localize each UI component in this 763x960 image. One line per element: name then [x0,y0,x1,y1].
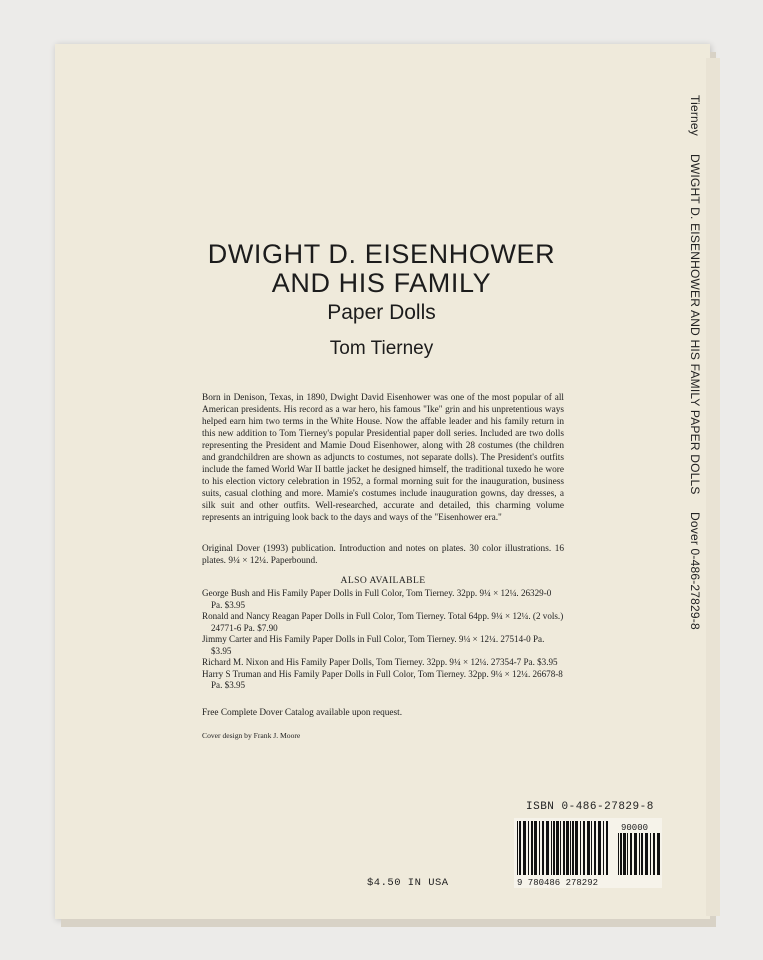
barcode-bar [657,833,660,875]
barcode-bar [587,821,590,875]
barcode-bar [517,821,518,875]
barcode-bar [575,821,578,875]
also-available-list [202,588,564,692]
barcode-bar [583,821,585,875]
isbn-label: ISBN 0-486-27829-8 [526,801,654,813]
barcode-bar [623,833,626,875]
barcode-bar [594,821,596,875]
barcode [514,818,662,888]
title-block [0,240,763,360]
barcode-bars-addon [618,833,660,875]
cover-credit: Cover design by Frank J. Moore [202,731,301,740]
list-item: George Bush and His Family Paper Dolls in Full Color, Tom Tierney. 32pp. 9¼ × 12¼. 26329-0 Pa. $3.95 [202,588,552,610]
barcode-bar [641,833,643,875]
barcode-bar [560,821,561,875]
barcode-bar [553,821,555,875]
barcode-bar [618,833,619,875]
book-spine [706,58,720,916]
barcode-bar [528,821,529,875]
barcode-bar [546,821,549,875]
barcode-bar [551,821,552,875]
barcode-bar [566,821,569,875]
barcode-bar [563,821,565,875]
barcode-bar [639,833,640,875]
author-name: Tom Tierney [329,338,434,359]
spine-publisher-isbn: Dover 0-486-27829-8 [688,511,702,630]
spine-author: Tierney [688,95,702,136]
barcode-digits: 9 780486 278292 [517,878,599,888]
barcode-bar [653,833,655,875]
barcode-bar [542,821,544,875]
barcode-bar [523,821,526,875]
also-available-heading: ALSO AVAILABLE [340,575,426,586]
barcode-bars-main [517,821,608,875]
barcode-bar [591,821,592,875]
publication-note: Original Dover (1993) publication. Introduction and notes on plates. 30 color illustrations. 16 plates. 9¼ × 12¼. Paperbound. [202,544,564,566]
price-label: $4.50 IN USA [367,877,449,889]
barcode-bar [630,833,632,875]
barcode-bar [531,821,533,875]
description-paragraph: Born in Denison, Texas, in 1890, Dwight David Eisenhower was one of the most popular of all American presidents. His record as a war hero, his famous "Ike" grin and his unpretentious ways helped earn him two terms in the White House. Now the affable leader and his family return in this new addition to Tom Tierney's popular Presidential paper doll series. Included are two dolls representing the President and Mamie Doud Eisenhower, along with 28 costumes (the children and grandchildren are shown as adjuncts to costumes, not separate dolls). The President's outfits include the famed World War II battle jacket he designed himself, the traditional tuxedo he wore to his election victory celebration in 1952, a formal morning suit for the inauguration, business suits, casual clothing and more. Mamie's costumes include inauguration gowns, day dresses, a silk suit and other outfits. Well-researched, accurate and detailed, this charming volume represents an intriguing look back to the days and ways of the "Eisenhower era." [202,393,564,523]
subtitle: Paper Dolls [327,301,436,324]
catalog-note: Free Complete Dover Catalog available upon request. [202,708,403,718]
barcode-bar [556,821,559,875]
title-line-2: AND HIS FAMILY [271,268,492,298]
barcode-bar [645,833,648,875]
barcode-bar [539,821,540,875]
barcode-addon-digits: 90000 [621,823,649,833]
barcode-bar [572,821,574,875]
barcode-bar [534,821,537,875]
barcode-bar [634,833,637,875]
barcode-bar [603,821,604,875]
spine-text [688,95,702,630]
barcode-graphic [514,818,662,888]
list-item: Ronald and Nancy Reagan Paper Dolls in Full Color, Tom Tierney. Total 64pp. 9¼ × 12¼. (2 vols.) 24771-6 Pa. $7.90 [202,611,564,633]
list-item: Richard M. Nixon and His Family Paper Dolls, Tom Tierney. 32pp. 9¼ × 12¼. 27354-7 Pa. $3.95 [202,657,558,667]
barcode-bar [570,821,571,875]
barcode-bar [650,833,651,875]
list-item: Jimmy Carter and His Family Paper Dolls in Full Color, Tom Tierney. 9¼ × 12¼. 27514-0 Pa. $3.95 [202,634,545,656]
barcode-bar [598,821,601,875]
title-line-1: DWIGHT D. EISENHOWER [207,239,556,269]
barcode-bar [580,821,581,875]
barcode-bar [519,821,521,875]
barcode-bar [627,833,628,875]
barcode-bar [620,833,622,875]
barcode-bar [606,821,608,875]
spine-title: DWIGHT D. EISENHOWER AND HIS FAMILY PAPER DOLLS [688,153,702,495]
list-item: Harry S Truman and His Family Paper Dolls in Full Color, Tom Tierney. 32pp. 9¼ × 12¼. 26678-8 Pa. $3.95 [202,668,563,690]
